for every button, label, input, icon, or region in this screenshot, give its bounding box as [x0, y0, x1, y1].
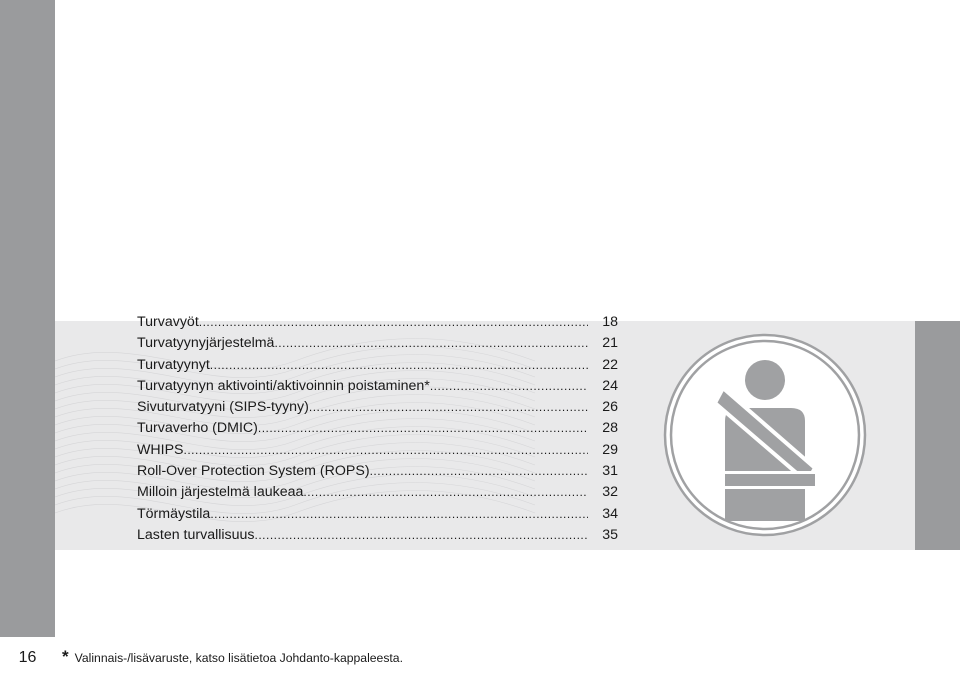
toc-leader-dots	[303, 482, 588, 503]
toc-entry-title: Sivuturvatyyni (SIPS-tyyny)	[137, 399, 309, 416]
toc-entry-title: Lasten turvallisuus	[137, 526, 255, 543]
toc-entry[interactable]	[137, 418, 618, 439]
toc-entry-title: Turvatyynyn aktivointi/aktivoinnin poistaminen*	[137, 377, 430, 394]
toc-entry-page: 18	[602, 314, 618, 330]
toc-entry[interactable]	[137, 355, 618, 376]
footnote-mark: *	[62, 647, 69, 666]
toc-entry-title: Turvavyöt	[137, 314, 199, 330]
toc-leader-dots	[274, 333, 588, 354]
toc-leader-dots	[370, 461, 588, 482]
page-number: 16	[0, 636, 55, 678]
chapter-tab	[915, 321, 960, 550]
toc-entry[interactable]	[137, 461, 618, 482]
toc-entry[interactable]	[137, 482, 618, 503]
toc-entry[interactable]	[137, 376, 618, 397]
toc-entry-page: 22	[602, 356, 618, 373]
toc-entry-title: Turvatyynyt	[137, 356, 210, 373]
left-margin-bar	[0, 0, 55, 678]
toc-leader-dots	[258, 418, 588, 439]
toc-entry-page: 26	[602, 399, 618, 416]
toc-leader-dots	[255, 525, 588, 546]
toc-entry-page: 24	[602, 377, 618, 394]
toc-entry-page: 32	[602, 484, 618, 501]
footnote-text: Valinnais-/lisävaruste, katso lisätietoa Johdanto-kappaleesta.	[74, 651, 403, 665]
toc-leader-dots	[184, 440, 588, 461]
seatbelt-icon	[663, 333, 867, 537]
toc-leader-dots	[210, 355, 588, 376]
toc-entry-page: 34	[602, 505, 618, 522]
toc-entry-page: 35	[602, 526, 618, 543]
toc-entry[interactable]	[137, 397, 618, 418]
toc-entry[interactable]	[137, 504, 618, 525]
toc-leader-dots	[430, 376, 588, 397]
toc-entry-title: Milloin järjestelmä laukeaa	[137, 484, 304, 501]
toc-entry-title: Turvaverho (DMIC)	[137, 420, 258, 437]
toc-entry-page: 31	[602, 463, 618, 480]
toc-entry[interactable]	[137, 333, 618, 354]
toc-entry-title: WHIPS	[137, 441, 184, 458]
toc-entry-page: 28	[602, 420, 618, 437]
toc-entry-page: 21	[602, 335, 618, 352]
toc-entry-page: 29	[602, 441, 618, 458]
toc-entry[interactable]	[137, 440, 618, 461]
toc-leader-dots	[210, 504, 588, 525]
table-of-contents	[137, 312, 618, 546]
toc-entry-title: Törmäystila	[137, 505, 211, 522]
toc-leader-dots	[199, 312, 588, 333]
toc-entry-title: Roll-Over Protection System (ROPS)	[137, 463, 370, 480]
toc-entry-title: Turvatyynyjärjestelmä	[137, 335, 275, 352]
toc-entry[interactable]	[137, 525, 618, 546]
footnote	[62, 647, 403, 667]
toc-leader-dots	[309, 397, 588, 418]
toc-entry[interactable]	[137, 312, 618, 333]
